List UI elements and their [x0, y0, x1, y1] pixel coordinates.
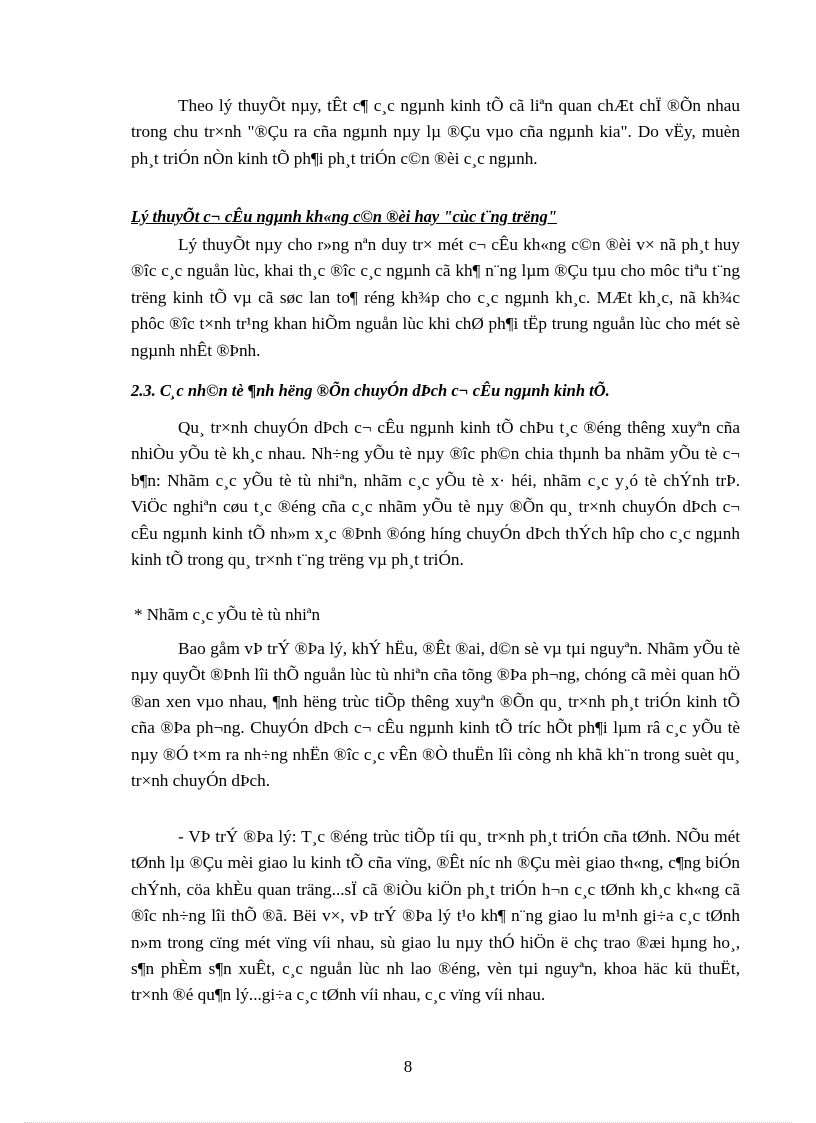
section-heading: Lý thuyÕt c¬ cÊu ngµnh kh«ng c©n ®èi hay "cùc t¨ng trëng" [131, 207, 557, 226]
heading-unbalanced-theory [131, 206, 740, 228]
paragraph-text: Theo lý thuyÕt nµy, tÊt c¶ c¸c ngµnh kinh tÕ cã liªn quan chÆt chÏ ®Õn nhau trong chu tr×nh "®Çu ra cña ngµnh nµy lµ ®Çu vµo cña ngµnh kia". Do vËy, muèn ph¸t triÓn nÒn kinh tÕ ph¶i ph¸t triÓn c©n ®èi c¸c ngµnh. [131, 96, 740, 168]
paragraph-factors [131, 415, 740, 573]
paragraph-balanced-theory [131, 93, 740, 172]
paragraph-text: Qu¸ tr×nh chuyÓn dÞch c¬ cÊu ngµnh kinh tÕ chÞu t¸c ®éng thêng xuyªn cña nhiÒu yÕu tè kh¸c nhau. Nh÷ng yÕu tè nµy ®îc ph©n chia thµnh ba nhãm yÕu tè c¬ b¶n: Nhãm c¸c yÕu tè tù nhiªn, nhãm c¸c yÕu tè x· héi, nhãm c¸c y¸ó tè chÝnh trÞ. ViÖc nghiªn cøu t¸c ®éng cña c¸c nhãm yÕu tè nµy ®Õn qu¸ tr×nh chuyÓn dÞch c¬ cÊu ngµnh kinh tÕ nh»m x¸c ®Þnh ®óng híng chuyÓn dÞch thÝch hîp cho c¸c ngµnh kinh tÕ trong qu¸ tr×nh t¨ng trëng vµ ph¸t triÓn. [131, 418, 740, 570]
subheading: * Nhãm c¸c yÕu tè tù nhiªn [134, 605, 320, 624]
section-heading: 2.3. C¸c nh©n tè ¶nh hëng ®Õn chuyÓn dÞch c¬ cÊu ngµnh kinh tÕ. [131, 381, 610, 400]
paragraph-text: Lý thuyÕt nµy cho r»ng nªn duy tr× mét c¬ cÊu kh«ng c©n ®èi v× nã ph¸t huy ®îc c¸c nguån lùc, khai th¸c ®îc c¸c ngµnh cã kh¶ n¨ng lµm ®Çu tµu cho môc tiªu t¨ng trëng kinh tÕ vµ cã søc lan to¶ réng kh¾p cho c¸c ngµnh kh¸c. MÆt kh¸c, nã kh¾c phôc ®îc t×nh tr¹ng khan hiÕm nguån lùc khi chØ ph¶i tËp trung nguån lùc cho mét sè ngµnh nhÊt ®Þnh. [131, 235, 740, 360]
paragraph-text: Bao gåm vÞ trÝ ®Þa lý, khÝ hËu, ®Êt ®ai, d©n sè vµ tµi nguyªn. Nhãm yÕu tè nµy quyÕt ®Þnh lîi thÕ nguån lùc tù nhiªn cña tõng ®Þa ph¬ng, chóng cã mèi quan hÖ ®an xen vµo nhau, ¶nh hëng trùc tiÕp thêng xuyªn ®Õn qu¸ tr×nh ph¸t triÓn kinh tÕ cña ®Þa ph¬ng. ChuyÓn dÞch c¬ cÊu ngµnh kinh tÕ tríc hÕt ph¶i lµm râ c¸c yÕu tè nµy ®Ó t×m ra nh÷ng nhËn ®îc c¸c vÊn ®Ò thuËn lîi còng nh khã kh¨n trong suèt qu¸ tr×nh chuyÓn dÞch. [131, 639, 740, 791]
paragraph-natural-factors [131, 636, 740, 794]
subheading-natural-factors [134, 603, 743, 627]
paragraph-geography [131, 824, 740, 1009]
paragraph-unbalanced-theory [131, 232, 740, 364]
page-number: 8 [403, 1057, 413, 1076]
paragraph-text: - VÞ trÝ ®Þa lý: T¸c ®éng trùc tiÕp tíi qu¸ tr×nh ph¸t triÓn cña tØnh. NÕu mét tØnh lµ ®Çu mèi giao lu kinh tÕ cña vïng, ®Êt níc nh ®Çu mèi giao th«ng, c¶ng biÓn chÝnh, cöa khÈu quan träng...sÏ cã ®iÒu kiÖn ph¸t triÓn h¬n c¸c tØnh kh¸c kh«ng cã ®îc nh÷ng lîi thÕ ®ã. Bëi v×, vÞ trÝ ®Þa lý t¹o kh¶ n¨ng giao lu m¹nh gi÷a c¸c tØnh n»m trong cïng mét vïng víi nhau, sù giao lu nµy thÓ hiÖn ë chç trao ®æi hµng ho¸, s¶n phÈm s¶n xuÊt, c¸c nguån lùc nh lao ®éng, vèn tµi nguyªn, khoa häc kü thuËt, tr×nh ®é qu¶n lý...gi÷a c¸c tØnh víi nhau, c¸c vïng víi nhau. [131, 827, 740, 1005]
heading-section-2-3 [131, 380, 740, 402]
